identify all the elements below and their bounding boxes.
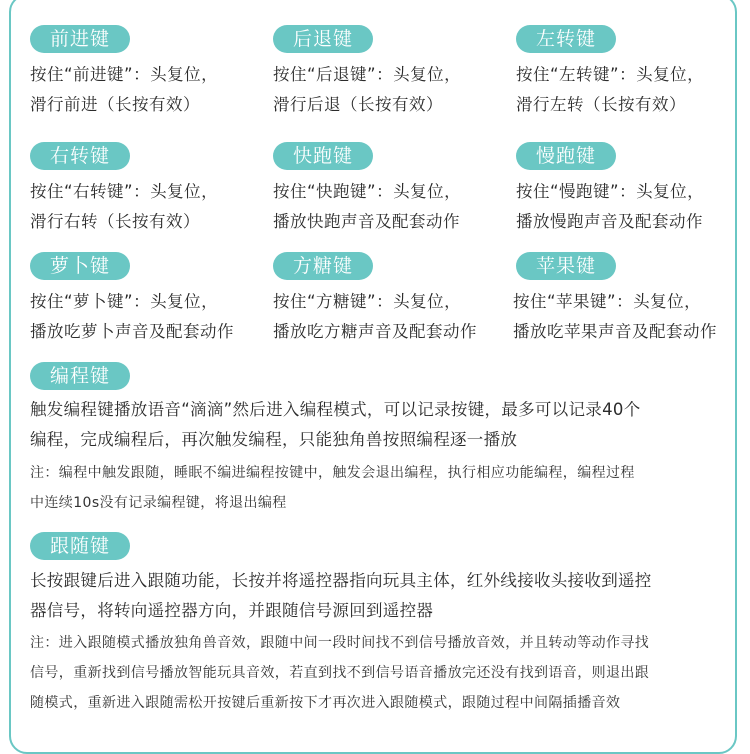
slow-run-key-label: 慢跑键: [516, 142, 616, 170]
left-turn-key-line2: 滑行左转（长按有效）: [516, 95, 686, 114]
sugar-key-label: 方糖键: [273, 252, 373, 280]
slow-run-key-line2: 播放慢跑声音及配套动作: [516, 212, 703, 231]
backward-key-line2: 滑行后退（长按有效）: [273, 95, 443, 114]
left-turn-key-label: 左转键: [516, 25, 616, 53]
slow-run-key-line1: 按住“慢跑键”：头复位，: [516, 182, 705, 201]
apple-key-label: 苹果键: [516, 252, 616, 280]
forward-key-line2: 滑行前进（长按有效）: [30, 95, 200, 114]
fast-run-key-line2: 播放快跑声音及配套动作: [273, 212, 460, 231]
forward-key-line1: 按住“前进键”：头复位，: [30, 65, 219, 84]
follow-key-label: 跟随键: [30, 532, 130, 560]
carrot-key-line2: 播放吃萝卜声音及配套动作: [30, 322, 234, 341]
backward-key-line1: 按住“后退键”：头复位，: [273, 65, 462, 84]
apple-key-line1: 按住“苹果键”：头复位，: [513, 292, 702, 311]
sugar-key-line2: 播放吃方糖声音及配套动作: [273, 322, 477, 341]
programming-note-line2: 中连续10s没有记录编程键，将退出编程: [30, 495, 287, 511]
programming-desc-line2: 编程，完成编程后，再次触发编程，只能独角兽按照编程逐一播放: [30, 430, 518, 449]
follow-desc-line2: 器信号，将转向遥控器方向，并跟随信号源回到遥控器: [30, 601, 434, 620]
follow-note-line3: 随模式，重新进入跟随需松开按键后重新按下才再次进入跟随模式，跟随过程中间隔插播音效: [30, 695, 621, 711]
programming-note-line1: 注：编程中触发跟随，睡眠不编进编程按键中，触发会退出编程，执行相应功能编程，编程过程: [30, 465, 635, 481]
follow-note-line1: 注：进入跟随模式播放独角兽音效，跟随中间一段时间找不到信号播放音效，并且转动等动作寻找: [30, 635, 650, 651]
forward-key-label: 前进键: [30, 25, 130, 53]
carrot-key-label: 萝卜键: [30, 252, 130, 280]
right-turn-key-label: 右转键: [30, 142, 130, 170]
right-turn-key-line1: 按住“右转键”：头复位，: [30, 182, 219, 201]
apple-key-line2: 播放吃苹果声音及配套动作: [513, 322, 717, 341]
programming-key-label: 编程键: [30, 362, 130, 390]
programming-desc-line1: 触发编程键播放语音“滴滴”然后进入编程模式，可以记录按键，最多可以记录40个: [30, 400, 641, 419]
fast-run-key-line1: 按住“快跑键”：头复位，: [273, 182, 462, 201]
follow-note-line2: 信号，重新找到信号播放智能玩具音效，若直到找不到信号语音播放完还没有找到语音，则退出跟: [30, 665, 650, 681]
right-turn-key-line2: 滑行右转（长按有效）: [30, 212, 200, 231]
fast-run-key-label: 快跑键: [273, 142, 373, 170]
backward-key-label: 后退键: [273, 25, 373, 53]
sugar-key-line1: 按住“方糖键”：头复位，: [273, 292, 462, 311]
carrot-key-line1: 按住“萝卜键”：头复位，: [30, 292, 219, 311]
left-turn-key-line1: 按住“左转键”：头复位，: [516, 65, 705, 84]
follow-desc-line1: 长按跟键后进入跟随功能，长按并将遥控器指向玩具主体，红外线接收头接收到遥控: [30, 571, 652, 590]
